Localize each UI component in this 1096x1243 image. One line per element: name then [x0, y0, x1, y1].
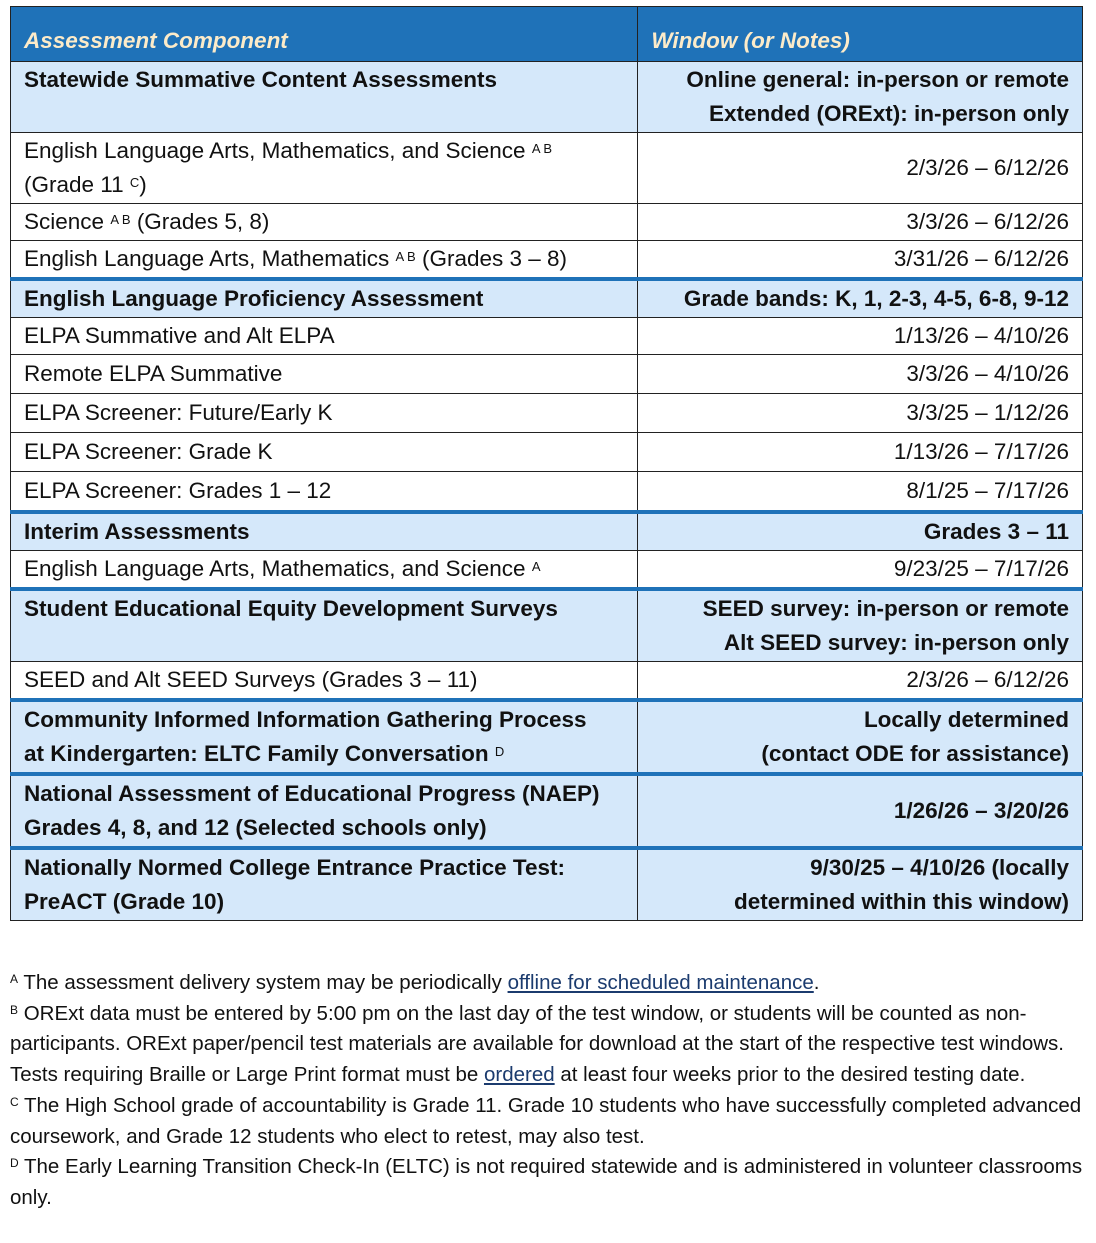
section-title-text: Nationally Normed College Entrance Practice Test:	[24, 855, 565, 880]
row-label: ELPA Screener: Grades 1 – 12	[11, 472, 638, 513]
row-window: 3/31/26 – 6/12/26	[638, 241, 1083, 280]
section-row-eltc	[11, 700, 1083, 774]
section-note	[638, 848, 1083, 921]
table-row	[11, 433, 1083, 472]
footnote-text: The assessment delivery system may be periodically	[18, 971, 508, 994]
footnote-ref: A B	[110, 212, 131, 227]
section-title-text: Statewide Summative Content Assessments	[24, 67, 498, 92]
table-row	[11, 551, 1083, 590]
row-label	[11, 133, 638, 204]
column-header-component: Assessment Component	[11, 7, 638, 62]
section-title	[11, 62, 638, 133]
table-row	[11, 394, 1083, 433]
table-header-row	[11, 7, 1083, 62]
section-row-interim	[11, 512, 1083, 551]
section-title: Interim Assessments	[11, 512, 638, 551]
footnote-ref: C	[129, 175, 140, 190]
section-note: Grades 3 – 11	[638, 512, 1083, 551]
footnote-a	[10, 968, 1088, 999]
section-title	[11, 848, 638, 921]
row-label	[11, 551, 638, 590]
footnotes	[10, 968, 1088, 1214]
footnote-text: ORExt data must be entered by 5:00 pm on the last day of the test window, or students will be counted as non-participants. ORExt paper/pencil test materials are available for download at the start of the respective test windows. Tests requiring Braille or Large Print format must be	[10, 1001, 1064, 1087]
section-note-line: Alt SEED survey: in-person only	[723, 630, 1069, 655]
footnote-text: The High School grade of accountability is Grade 11. Grade 10 students who have successfully completed advanced coursework, and Grade 12 students who elect to retest, may also test.	[10, 1093, 1082, 1148]
row-label-text: (Grades 3 – 8)	[415, 246, 568, 271]
section-row-preact	[11, 848, 1083, 921]
footnote-d	[10, 1152, 1088, 1213]
footnote-ref: D	[494, 744, 505, 759]
table-row	[11, 241, 1083, 280]
section-note-line: SEED survey: in-person or remote	[702, 596, 1069, 621]
footnote-mark: D	[10, 1156, 19, 1171]
section-note: Grade bands: K, 1, 2-3, 4-5, 6-8, 9-12	[638, 279, 1083, 318]
footnote-mark: B	[10, 1002, 19, 1017]
row-label-text: (Grades 5, 8)	[130, 209, 270, 234]
footnote-text: The Early Learning Transition Check-In (ELTC) is not required statewide and is administered in volunteer classrooms only.	[10, 1155, 1083, 1209]
column-header-window: Window (or Notes)	[638, 7, 1083, 62]
section-note: 1/26/26 – 3/20/26	[638, 774, 1083, 848]
footnote-c	[10, 1091, 1088, 1152]
section-title-text: at Kindergarten: ELTC Family Conversation	[24, 741, 489, 766]
section-title	[11, 774, 638, 848]
row-label	[11, 241, 638, 280]
section-note-line: (contact ODE for assistance)	[761, 741, 1069, 766]
table-row	[11, 472, 1083, 513]
section-note-line: Online general: in-person or remote	[686, 67, 1069, 92]
section-title-text: National Assessment of Educational Progress (NAEP)	[24, 781, 600, 806]
footnote-ref: A B	[531, 141, 553, 156]
section-title: English Language Proficiency Assessment	[11, 279, 638, 318]
table-row	[11, 355, 1083, 394]
row-label: ELPA Summative and Alt ELPA	[11, 318, 638, 355]
row-window: 1/13/26 – 4/10/26	[638, 318, 1083, 355]
row-label-text: English Language Arts, Mathematics	[24, 246, 390, 271]
row-label-text: (Grade 11	[24, 172, 124, 197]
row-window: 2/3/26 – 6/12/26	[638, 133, 1083, 204]
section-note	[638, 62, 1083, 133]
row-label: ELPA Screener: Future/Early K	[11, 394, 638, 433]
section-note-line: determined within this window)	[734, 889, 1069, 914]
footnote-text: at least four weeks prior to the desired testing date.	[554, 1063, 1026, 1087]
section-note	[638, 700, 1083, 774]
table-row	[11, 204, 1083, 241]
footnote-b	[10, 999, 1088, 1091]
row-window: 2/3/26 – 6/12/26	[638, 662, 1083, 701]
section-note-line: Locally determined	[863, 707, 1069, 732]
row-window: 1/13/26 – 7/17/26	[638, 433, 1083, 472]
footnote-text: .	[813, 971, 820, 994]
row-label-text: )	[139, 172, 147, 197]
section-title	[11, 700, 638, 774]
row-label: ELPA Screener: Grade K	[11, 433, 638, 472]
footnote-ref: A	[531, 559, 541, 574]
section-title-text: Community Informed Information Gathering Process	[24, 707, 587, 732]
row-label-text: English Language Arts, Mathematics, and Science	[24, 138, 526, 163]
maintenance-link[interactable]: offline for scheduled maintenance	[507, 971, 814, 994]
table-row	[11, 133, 1083, 204]
section-row-naep	[11, 774, 1083, 848]
section-note	[638, 589, 1083, 662]
footnote-ref: A B	[395, 249, 416, 264]
section-title-text: PreACT (Grade 10)	[24, 889, 225, 914]
section-title-text: Grades 4, 8, and 12 (Selected schools only)	[24, 815, 487, 840]
row-window: 3/3/26 – 4/10/26	[638, 355, 1083, 394]
section-title: Student Educational Equity Development Surveys	[11, 589, 638, 662]
row-window: 8/1/25 – 7/17/26	[638, 472, 1083, 513]
ordered-link[interactable]: ordered	[483, 1063, 555, 1087]
assessment-windows-table	[10, 6, 1083, 921]
section-note-line: Extended (ORExt): in-person only	[708, 101, 1069, 126]
section-row-elpa	[11, 279, 1083, 318]
section-row-statewide-summative	[11, 62, 1083, 133]
row-label-text: English Language Arts, Mathematics, and Science	[24, 556, 526, 581]
table-row	[11, 318, 1083, 355]
row-label: Remote ELPA Summative	[11, 355, 638, 394]
row-window: 9/23/25 – 7/17/26	[638, 551, 1083, 590]
section-row-seed	[11, 589, 1083, 662]
row-label: SEED and Alt SEED Surveys (Grades 3 – 11)	[11, 662, 638, 701]
row-label-text: Science	[24, 209, 105, 234]
row-label	[11, 204, 638, 241]
row-window: 3/3/26 – 6/12/26	[638, 204, 1083, 241]
row-window: 3/3/25 – 1/12/26	[638, 394, 1083, 433]
table-row	[11, 662, 1083, 701]
footnote-mark: A	[10, 972, 19, 986]
footnote-mark: C	[10, 1094, 19, 1109]
section-note-line: 9/30/25 – 4/10/26 (locally	[810, 855, 1069, 880]
